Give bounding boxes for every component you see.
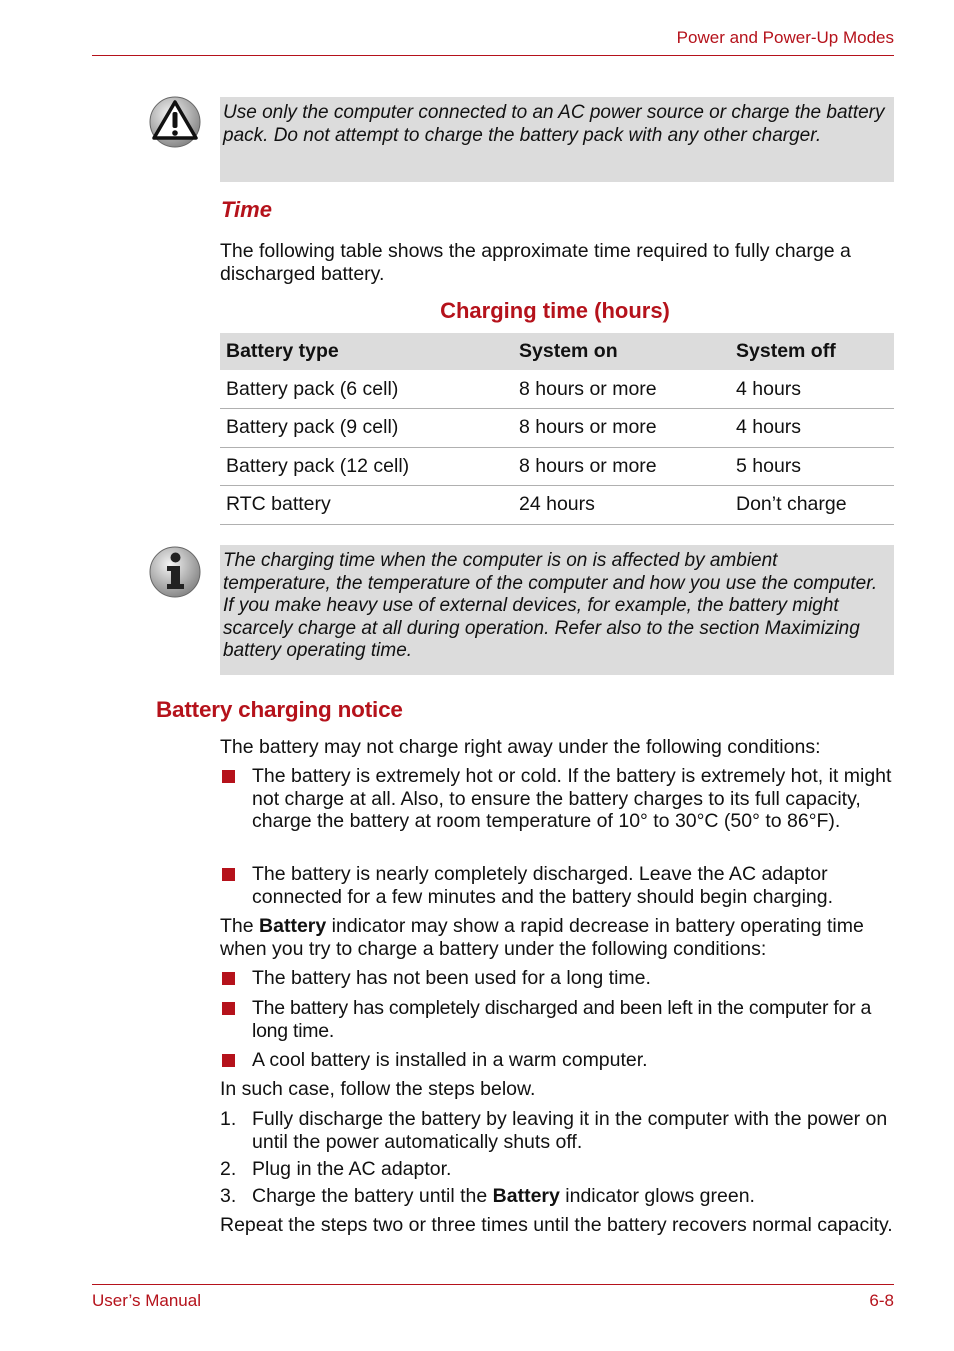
bullet-square-icon [222, 1054, 235, 1067]
notice-intro: The battery may not charge right away under the following conditions: [220, 736, 821, 758]
table-title: Charging time (hours) [440, 298, 670, 323]
list-item-text: The battery has completely discharged and been left in the computer for a long time. [252, 997, 872, 1042]
text-run: indicator may show a rapid decrease in battery operating time when you try to charge a battery under the following conditions: [220, 915, 864, 960]
chapter-title: Power and Power-Up Modes [676, 28, 894, 47]
bullet-square-icon [222, 770, 235, 783]
bullet-square-icon [222, 1002, 235, 1015]
table-cell: 4 hours [730, 370, 894, 409]
list-item-text: The battery has not been used for a long time. [252, 967, 651, 989]
step-number: 2. [220, 1158, 237, 1180]
step-text [252, 1185, 894, 1208]
list-item [220, 1049, 894, 1072]
table-cell: 8 hours or more [513, 409, 730, 448]
header-rule [92, 55, 894, 56]
text-run: The [220, 915, 260, 937]
charging-time-table [220, 333, 894, 525]
bold-term: Battery [492, 1185, 560, 1207]
bullet-square-icon [222, 868, 235, 881]
list-item-text: The battery is nearly completely discharged. Leave the AC adaptor connected for a few minutes and the battery should begin charging. [252, 863, 834, 908]
list-item [220, 967, 894, 990]
caution-note: Use only the computer connected to an AC power source or charge the battery pack. Do not attempt to charge the battery pack with any other charger. [220, 97, 894, 182]
step-text: Plug in the AC adaptor. [252, 1158, 452, 1180]
list-item [220, 765, 894, 833]
table-cell: RTC battery [220, 486, 513, 525]
page-number: 6-8 [869, 1291, 894, 1310]
step-item [220, 1158, 894, 1181]
bold-term: Battery [259, 915, 327, 937]
table-cell: 8 hours or more [513, 370, 730, 409]
footer-rule [92, 1284, 894, 1285]
step-item [220, 1108, 894, 1153]
column-header: System on [513, 333, 730, 370]
table-cell: 5 hours [730, 447, 894, 486]
table-cell: Don’t charge [730, 486, 894, 525]
step-number: 3. [220, 1185, 237, 1207]
step-number: 1. [220, 1108, 237, 1130]
step-item [220, 1185, 894, 1208]
list-item-text: The battery is extremely hot or cold. If the battery is extremely hot, it might not charge at all. Also, to ensure the battery charges to its full capacity, charge the battery at room temperature of 10° to 30°C (50° to 86°F). [252, 765, 892, 832]
info-icon [149, 546, 201, 598]
steps-intro: In such case, follow the steps below. [220, 1078, 536, 1100]
time-heading: Time [221, 197, 272, 222]
info-note: The charging time when the computer is on is affected by ambient temperature, the temperature of the computer and how you use the computer. If you make heavy use of external devices, for example, the battery might scarcely charge at all during operation. Refer also to the section Maximizing battery operating time. [220, 545, 894, 675]
table-header-row [220, 333, 894, 370]
indicator-paragraph [220, 915, 894, 960]
list-item [220, 863, 894, 908]
table-row [220, 409, 894, 448]
table-cell: Battery pack (9 cell) [220, 409, 513, 448]
table-cell: 4 hours [730, 409, 894, 448]
column-header: System off [730, 333, 894, 370]
list-item [220, 997, 894, 1042]
text-run: Charge the battery until the [252, 1185, 493, 1207]
table-row [220, 486, 894, 525]
manual-title: User’s Manual [92, 1291, 201, 1310]
bullet-square-icon [222, 972, 235, 985]
table-cell: 8 hours or more [513, 447, 730, 486]
text-run: indicator glows green. [559, 1185, 755, 1207]
table-cell: Battery pack (12 cell) [220, 447, 513, 486]
table-row [220, 447, 894, 486]
section-heading: Battery charging notice [156, 697, 403, 722]
closing-paragraph: Repeat the steps two or three times until the battery recovers normal capacity. [220, 1214, 893, 1236]
time-intro: The following table shows the approximate time required to fully charge a discharged battery. [220, 240, 851, 285]
column-header: Battery type [220, 333, 513, 370]
table-row [220, 370, 894, 409]
warning-triangle-icon [149, 96, 201, 148]
table-cell: 24 hours [513, 486, 730, 525]
list-item-text: A cool battery is installed in a warm computer. [252, 1049, 648, 1071]
table-cell: Battery pack (6 cell) [220, 370, 513, 409]
step-text: Fully discharge the battery by leaving it in the computer with the power on until the power automatically shuts off. [252, 1108, 888, 1153]
